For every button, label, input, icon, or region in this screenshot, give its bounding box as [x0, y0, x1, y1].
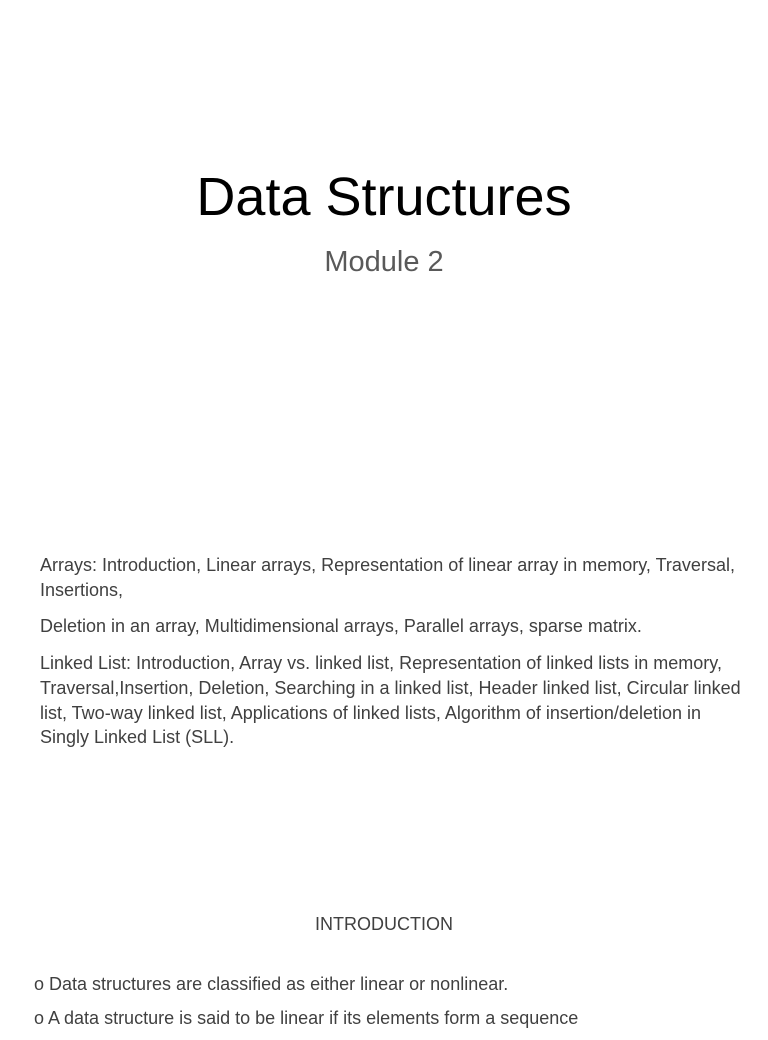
- bullet-item-2: o A data structure is said to be linear if its elements form a sequence: [34, 1008, 579, 1028]
- bullet-item-1: o Data structures are classified as either linear or nonlinear.: [34, 974, 509, 994]
- page-title: Data Structures: [196, 167, 572, 227]
- syllabus-paragraph-deletion: Deletion in an array, Multidimensional arrays, Parallel arrays, sparse matrix.: [40, 616, 642, 637]
- introduction-bullets: [34, 972, 754, 1040]
- syllabus-section: [40, 553, 745, 762]
- section-heading: INTRODUCTION: [315, 914, 453, 934]
- syllabus-paragraph-arrays: Arrays: Introduction, Linear arrays, Representation of linear array in memory, Traversal, Insertions,: [40, 555, 735, 600]
- syllabus-paragraph-linked-list: Linked List: Introduction, Array vs. linked list, Representation of linked lists in memory, Traversal,Insertion, Deletion, Searching in a linked list, Header linked list, Circular linked list, Two-way linked list, Applications of linked lists, Algorithm of insertion/deletion in Singly Linked List (SLL).: [40, 653, 741, 748]
- page-subtitle: Module 2: [324, 246, 444, 278]
